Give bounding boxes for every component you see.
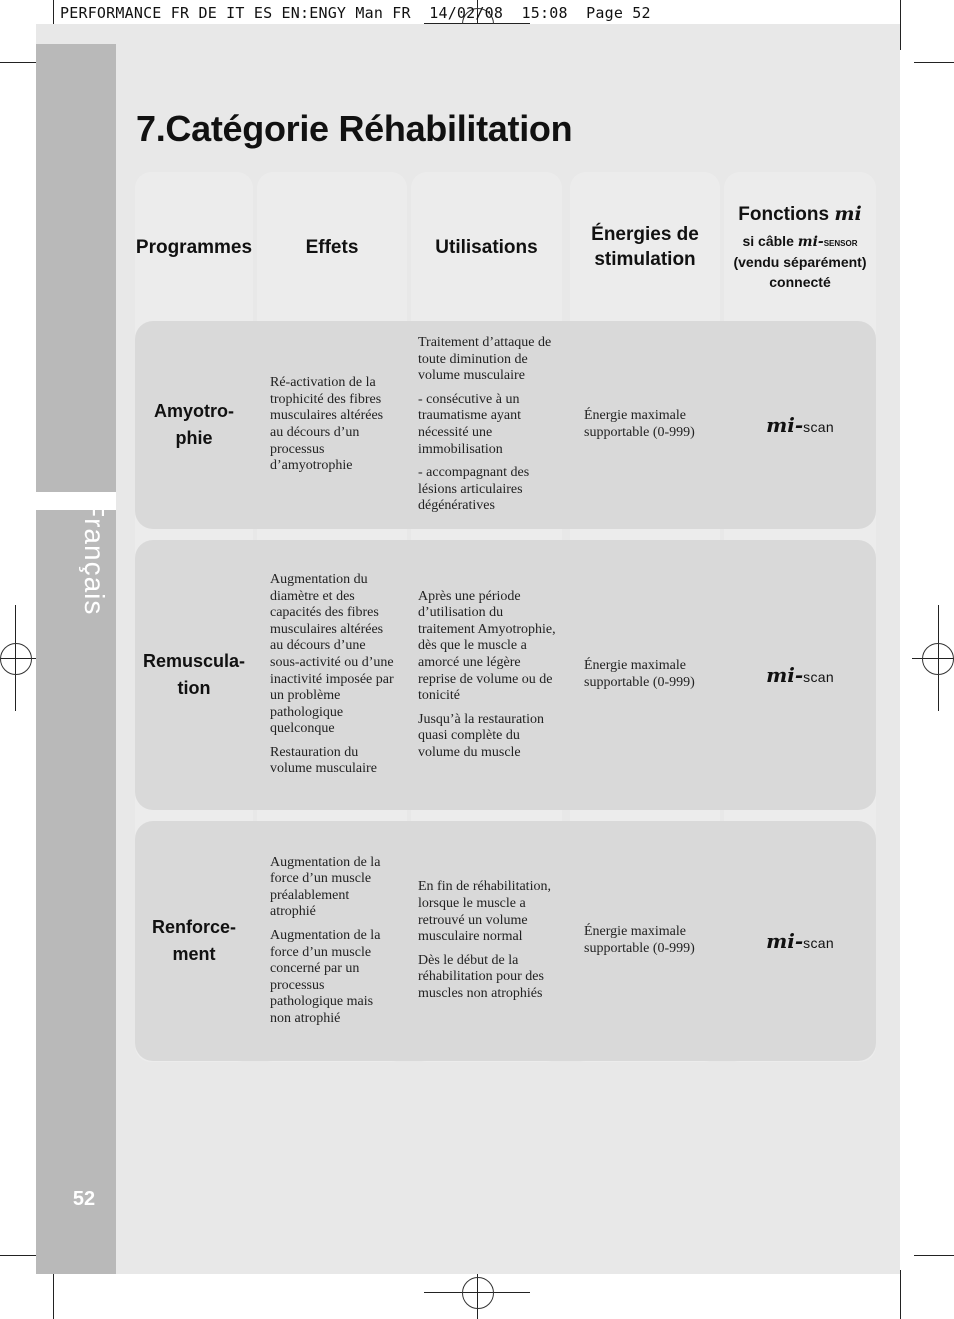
fonction-cell [724,821,876,1061]
scan-label: scan [803,935,834,951]
sensor-label: sensor [823,235,858,249]
header-fonctions [724,172,876,322]
crop-mark [53,1270,54,1319]
page-title: 7.Catégorie Réhabilitation [136,108,573,149]
header-programmes-label: Programmes [135,236,253,258]
programme-label: Amyotro-phie [154,401,234,448]
registration-mark [462,1277,494,1309]
fonctions-sub-rest: (vendu séparément) connecté [733,254,867,290]
mi-scan-logo [766,663,834,687]
energie-text: Énergie maximale supportable (0-999) [584,924,695,956]
energie-cell [584,540,708,810]
effet-text: Augmentation de la force d’un muscle préalablement atrophié [270,854,381,920]
crop-mark [914,1255,954,1256]
fonctions-title-text: Fonctions [738,204,830,225]
utilisations-cell [418,540,556,810]
scan-label: scan [803,669,834,685]
header-effets [257,172,407,322]
programme-name [135,321,253,529]
header-effets-label: Effets [305,236,359,258]
effets-cell [270,821,394,1061]
crop-mark [900,0,901,50]
mi-scan-logo [766,929,834,953]
utilisation-text: En fin de réhabilitation, lorsque le muscle a retrouvé un volume musculaire normal [418,879,551,945]
crop-mark [0,62,40,63]
effet-text: Augmentation de la force d’un muscle concerné par un processus pathologique mais non atrophié [270,927,381,1026]
crop-mark [900,1270,901,1319]
header-programmes [135,172,253,322]
utilisation-text: Après une période d’utilisation du traitement Amyotrophie, dès que le muscle a amorcé une légère reprise de volume ou de tonicité [418,588,556,704]
page-number: 52 [72,1188,96,1210]
header-energies [580,172,710,322]
crop-mark [0,1255,40,1256]
programme-label: Renforce-ment [151,917,236,964]
utilisation-text: Dès le début de la réhabilitation pour des muscles non atrophiés [418,952,544,1001]
print-header: PERFORMANCE FR DE IT ES EN:ENGY Man FR 14/02/08 15:08 Page 52 [60,4,651,22]
scan-label: scan [803,419,834,435]
fonctions-sub-prefix: si câble [742,233,794,249]
mi-logo: mi- [766,929,804,953]
energie-text: Énergie maximale supportable (0-999) [584,658,695,690]
programme-name [135,540,253,810]
utilisation-text: Jusqu’à la restauration quasi complète du volume du muscle [418,711,544,760]
fonction-cell [724,321,876,529]
registration-mark [922,643,954,675]
effet-text: Augmentation du diamètre et des capacités des fibres musculaires altérées au décours d’une sous-activité ou d’une inactivité imposée par un problème pathologique quelconque [270,571,394,737]
mi-logo: mi- [766,663,804,687]
fonction-cell [724,540,876,810]
programme-name [135,821,253,1061]
header-fonctions-title [738,202,861,227]
registration-mark [0,643,32,675]
header-energies-label: Énergies de stimulation [591,224,699,270]
programme-label: Remuscula-tion [142,651,246,698]
crop-mark [914,62,954,63]
effets-cell [270,321,394,529]
energie-cell [584,821,708,1061]
utilisation-text: - accompagnant des lésions articulaires dégénératives [418,465,530,514]
side-tab [36,44,116,1274]
effets-cell [270,540,394,810]
utilisation-text: Traitement d’attaque de toute diminution de volume musculaire [418,335,552,384]
mi-logo: mi [834,203,862,225]
header-fonctions-subtitle [724,231,876,292]
effet-text: Ré-activation de la trophicité des fibres musculaires altérées au décours d’un processus d’amyotrophie [270,375,384,474]
energie-text: Énergie maximale supportable (0-999) [584,408,695,440]
effet-text: Restauration du volume musculaire [270,744,377,777]
utilisation-text: - consécutive à un traumatisme ayant nécessité une immobilisation [418,391,522,457]
utilisations-cell [418,821,556,1061]
energie-cell [584,321,708,529]
language-tab-label: Français [79,500,110,616]
header-utilisations-label: Utilisations [435,236,538,258]
header-utilisations [411,172,562,322]
mi-scan-logo [766,413,834,437]
mi-logo: mi- [766,413,804,437]
utilisations-cell [418,321,556,529]
mi-logo: mi- [797,234,824,250]
